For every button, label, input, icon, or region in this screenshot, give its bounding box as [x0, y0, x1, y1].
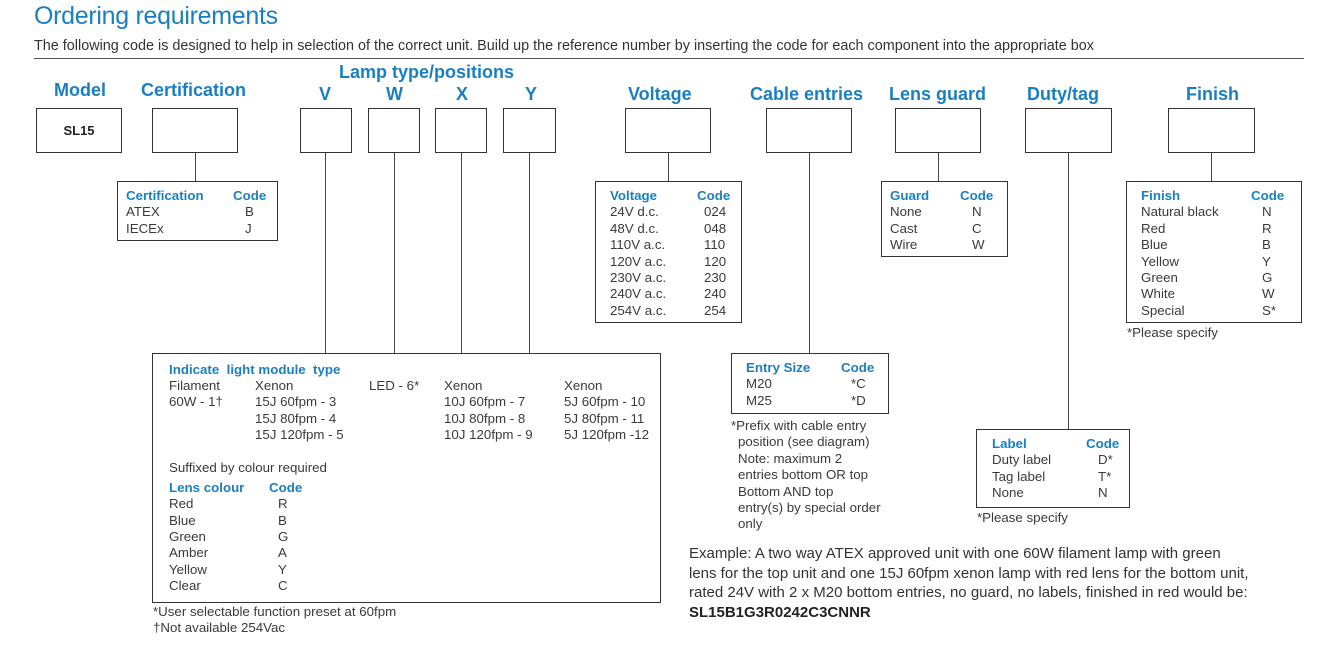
light-module-footnote-1: *User selectable function preset at 60fpm [153, 604, 397, 619]
list-item: 15J 120fpm - 5 [255, 427, 344, 442]
connector-lamp-v [325, 153, 326, 353]
table-row-label: White [1141, 286, 1175, 302]
example-line-1: Example: A two way ATEX approved unit with one 60W filament lamp with green [689, 545, 1221, 562]
table-row-label: Yellow [1141, 253, 1179, 269]
table-row-label: 24V d.c. [610, 204, 659, 220]
connector-duty-tag [1068, 153, 1069, 429]
table-row-label: None [992, 485, 1024, 501]
table-row-label: 240V a.c. [610, 286, 667, 302]
entry-note-3: Note: maximum 2 [738, 451, 843, 466]
list-item: 5J 80fpm - 11 [564, 411, 645, 426]
page-title: Ordering requirements [34, 2, 278, 30]
table-row-label: IECEx [126, 220, 164, 236]
table-row-label: Natural black [1141, 204, 1219, 220]
table-row-label: Amber [169, 545, 209, 560]
table-row-code: 120 [704, 253, 727, 269]
connector-lamp-y [529, 153, 530, 353]
table-row-label: Clear [169, 578, 201, 593]
table-row-code: 230 [704, 270, 727, 286]
header-model: Model [54, 80, 106, 100]
entry-note-7: only [738, 516, 763, 531]
table-row-code: C [278, 578, 288, 593]
table-row-code: N [1098, 485, 1108, 501]
connector-finish [1211, 153, 1212, 181]
connector-lamp-x [461, 153, 462, 353]
table-row-label: 230V a.c. [610, 270, 667, 286]
lens-colour-col-code: Code [269, 480, 303, 495]
list-item: 5J 120fpm -12 [564, 427, 650, 442]
model-code-box [36, 108, 122, 153]
table-row-code: *D [851, 392, 866, 408]
table-row-label: None [890, 204, 922, 220]
table-row-code: C [972, 220, 982, 236]
certification-table [117, 181, 278, 241]
table-row-label: Red [169, 496, 194, 511]
table-row-code: N [972, 204, 982, 220]
entry-col-code: Code [841, 360, 875, 375]
table-row-code: 110 [704, 237, 726, 253]
entry-note-5: Bottom AND top [738, 484, 834, 499]
table-row-code: B [245, 204, 254, 220]
connector-lamp-w [394, 153, 395, 353]
lamp-y-code-box[interactable] [503, 108, 556, 153]
label-table [976, 429, 1130, 508]
voltage-code-box[interactable] [625, 108, 711, 153]
table-row-label: Duty label [992, 452, 1052, 468]
header-lamp-x: X [456, 84, 469, 104]
connector-certification [195, 153, 196, 181]
table-row-code: 240 [704, 286, 727, 302]
filament-value: 60W - 1† [169, 394, 223, 409]
table-row-code: Y [1262, 253, 1271, 269]
table-row-code: S* [1262, 302, 1277, 318]
header-duty-tag: Duty/tag [1027, 84, 1099, 104]
table-row-code: Y [278, 562, 287, 577]
label-col-code: Code [1086, 436, 1120, 451]
light-module-table [152, 353, 661, 603]
xenon5-label: Xenon [564, 378, 603, 393]
light-module-footnote-2: †Not available 254Vac [153, 620, 286, 635]
table-row-code: B [278, 513, 287, 528]
list-item: 15J 60fpm - 3 [255, 394, 337, 409]
header-lamp-y: Y [525, 84, 538, 104]
lamp-x-code-box[interactable] [435, 108, 487, 153]
table-row-label: M25 [746, 392, 772, 408]
filament-label: Filament [169, 378, 220, 393]
voltage-table [595, 181, 742, 323]
table-row-code: B [1262, 237, 1271, 253]
header-finish: Finish [1186, 84, 1239, 104]
table-row-code: A [278, 545, 287, 560]
guard-col-label: Guard [890, 188, 930, 203]
entry-note-6: entry(s) by special order [738, 500, 881, 515]
led-option: LED - 6* [369, 378, 420, 393]
title-divider [34, 58, 1304, 59]
example-line-3: rated 24V with 2 x M20 bottom entries, no guard, no labels, finished in red would be: [689, 584, 1248, 601]
table-row-label: Special [1141, 302, 1185, 318]
table-row-code: W [1262, 286, 1275, 302]
table-row-label: Tag label [992, 468, 1046, 484]
lamp-v-code-box[interactable] [300, 108, 352, 153]
table-row-label: Green [169, 529, 206, 544]
table-row-label: M20 [746, 376, 772, 392]
table-row-label: Blue [169, 513, 196, 528]
table-row-code: 254 [704, 302, 727, 318]
table-row-code: G [278, 529, 289, 544]
example-text [689, 544, 1249, 622]
xenon10-label: Xenon [444, 378, 483, 393]
example-code: SL15B1G3R0242C3CNNR [689, 603, 871, 621]
table-row-code: W [972, 237, 985, 253]
table-row-label: Yellow [169, 562, 207, 577]
lens-guard-code-box[interactable] [895, 108, 981, 153]
connector-voltage [668, 153, 669, 181]
header-lamp-type: Lamp type/positions [339, 62, 515, 82]
table-row-code: T* [1098, 468, 1112, 484]
table-row-code: G [1262, 270, 1273, 286]
page-subtitle: The following code is designed to help in selection of the correct unit. Build up the reference number by inserting the code for each component into the appropriate box [34, 38, 1094, 54]
header-lamp-w: W [386, 84, 403, 104]
table-row-code: 024 [704, 204, 727, 220]
table-row-label: 110V a.c. [610, 237, 666, 253]
finish-col-code: Code [1251, 188, 1285, 203]
table-row-code: N [1262, 204, 1272, 220]
entry-size-table [731, 353, 889, 414]
list-item: 15J 80fpm - 4 [255, 411, 337, 426]
list-item: 5J 60fpm - 10 [564, 394, 646, 409]
label-col-label: Label [992, 436, 1027, 451]
table-row-code: 048 [704, 220, 727, 236]
table-row-label: 254V a.c. [610, 302, 667, 318]
list-item: 10J 60fpm - 7 [444, 394, 526, 409]
connector-lens-guard [938, 153, 939, 181]
header-lamp-v: V [319, 84, 332, 104]
list-item: 10J 120fpm - 9 [444, 427, 533, 442]
certification-code-box[interactable] [152, 108, 238, 153]
table-row-label: Red [1141, 220, 1166, 236]
finish-code-box[interactable] [1168, 108, 1255, 153]
duty-tag-code-box[interactable] [1025, 108, 1112, 153]
certification-col-code: Code [233, 188, 267, 203]
table-row-label: Blue [1141, 237, 1168, 253]
header-lens-guard: Lens guard [889, 84, 987, 104]
certification-col-label: Certification [126, 188, 204, 203]
label-note: *Please specify [977, 510, 1068, 525]
entry-note-2: position (see diagram) [738, 434, 870, 449]
table-row-code: R [1262, 220, 1272, 236]
guard-col-code: Code [960, 188, 994, 203]
connector-cable-entries [809, 153, 810, 353]
entry-col-label: Entry Size [746, 360, 811, 375]
example-line-2: lens for the top unit and one 15J 60fpm xenon lamp with red lens for the bottom unit, [689, 564, 1249, 582]
finish-note: *Please specify [1127, 325, 1218, 340]
table-row-label: Green [1141, 270, 1178, 286]
entry-note-1: *Prefix with cable entry [731, 418, 867, 433]
model-code-value: SL15 [63, 123, 95, 138]
table-row-code: *C [851, 376, 866, 392]
suffix-note: Suffixed by colour required [169, 460, 327, 475]
finish-col-label: Finish [1141, 188, 1181, 203]
entry-note-4: entries bottom OR top [738, 467, 869, 482]
voltage-col-code: Code [697, 188, 731, 203]
finish-table [1126, 181, 1302, 323]
cable-entries-code-box[interactable] [766, 108, 852, 153]
voltage-col-label: Voltage [610, 188, 658, 203]
header-certification: Certification [141, 80, 247, 100]
table-row-label: Cast [890, 220, 918, 236]
xenon15-label: Xenon [255, 378, 294, 393]
header-cable-entries: Cable entries [750, 84, 864, 104]
lamp-w-code-box[interactable] [368, 108, 420, 153]
table-row-label: 48V d.c. [610, 220, 659, 236]
table-row-label: 120V a.c. [610, 253, 667, 269]
table-row-code: J [245, 220, 252, 236]
guard-table [881, 181, 1008, 257]
header-voltage: Voltage [628, 84, 692, 104]
table-row-code: R [278, 496, 288, 511]
light-module-heading: Indicate light module type [169, 362, 341, 377]
table-row-label: ATEX [126, 204, 160, 220]
table-row-code: D* [1098, 452, 1113, 468]
table-row-label: Wire [890, 237, 918, 253]
lens-colour-col-label: Lens colour [169, 480, 245, 495]
list-item: 10J 80fpm - 8 [444, 411, 526, 426]
